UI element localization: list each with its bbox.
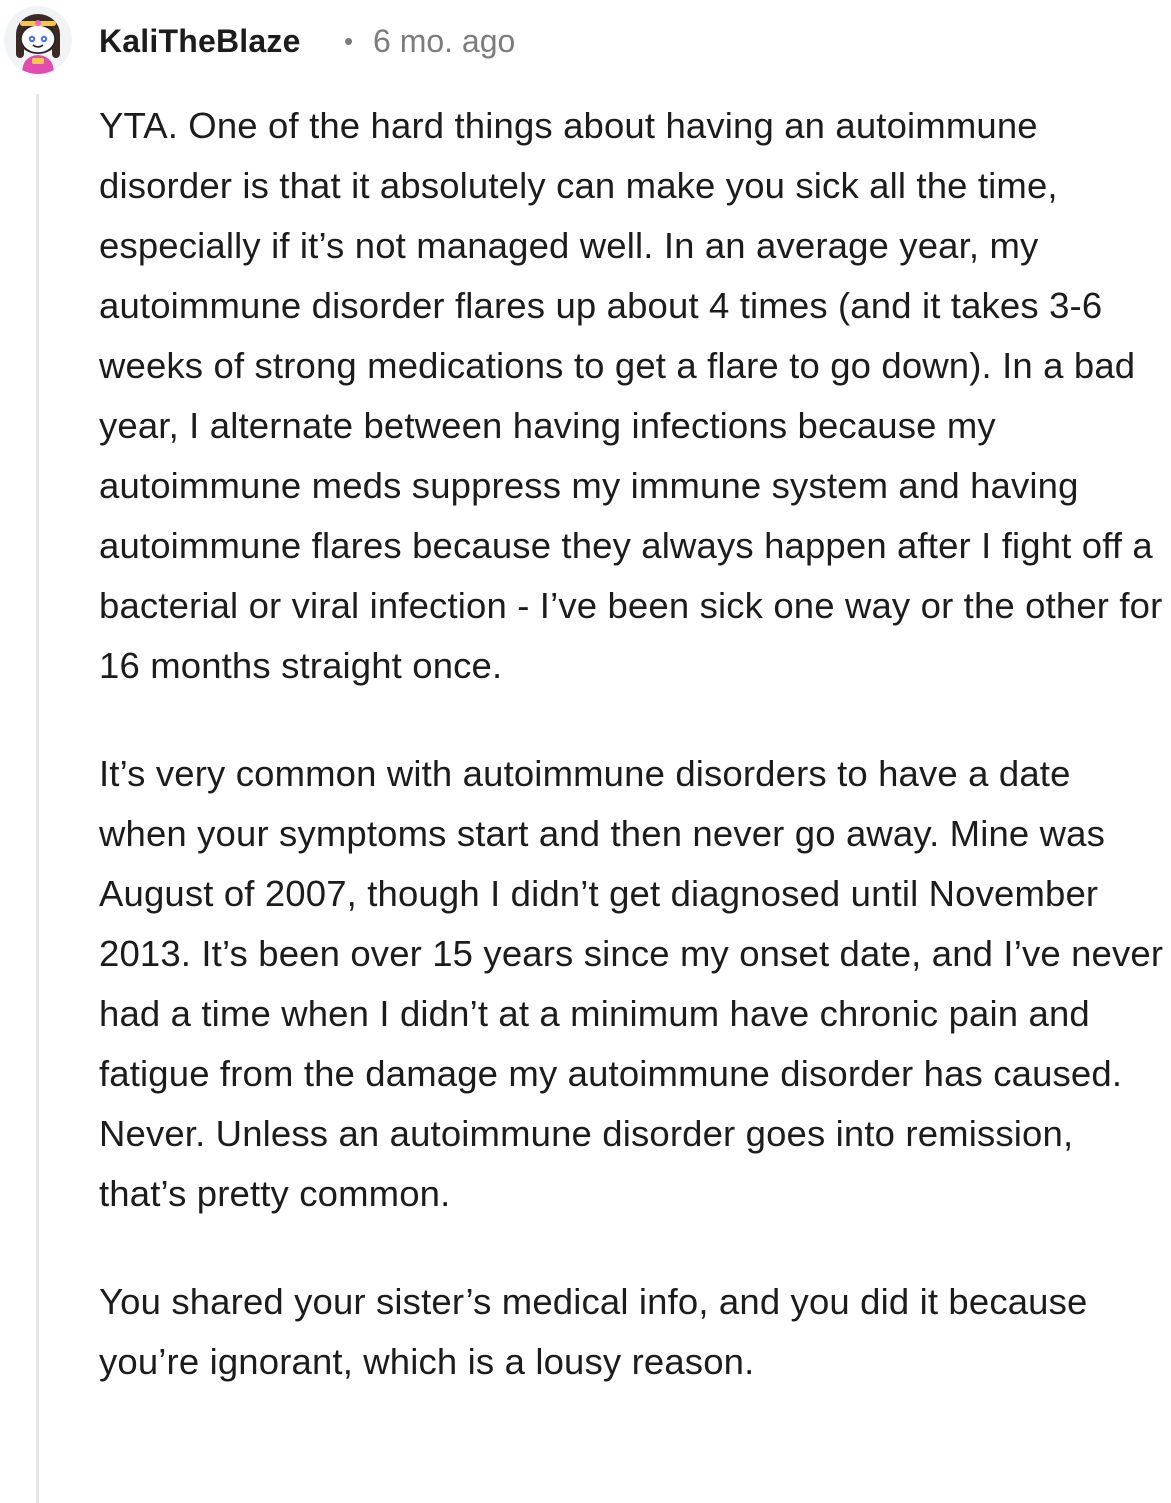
comment-header: [0, 0, 1171, 80]
comment-paragraph: It’s very common with autoimmune disorders to have a date when your symptoms start and then never go away. Mine was August of 2007, though I didn’t get diagnosed until November 2013. It’s been over 15 years since my onset date, and I’ve never had a time when I didn’t at a minimum have chronic pain and fatigue from the damage my autoimmune disorder has caused. Never. Unless an autoimmune disorder goes into remission, that’s pretty common.: [99, 753, 1164, 1214]
comment-paragraph: YTA. One of the hard things about having an autoimmune disorder is that it absolutely can make you sick all the time, especially if it’s not managed well. In an average year, my autoimmune disorder flares up about 4 times (and it takes 3-6 weeks of strong medications to get a flare to go down). In a bad year, I alternate between having infections because my autoimmune meds suppress my immune system and having autoimmune flares because they always happen after I fight off a bacterial or viral infection - I’ve been sick one way or the other for 16 months straight once.: [99, 105, 1163, 686]
user-avatar[interactable]: [4, 6, 72, 74]
comment-body: [99, 96, 1167, 1440]
snoo-avatar-icon: [4, 6, 72, 74]
comment-timestamp[interactable]: 6 mo. ago: [373, 23, 516, 59]
thread-collapse-line[interactable]: [36, 94, 39, 1503]
meta-separator: •: [344, 26, 354, 56]
comment-paragraph: You shared your sister’s medical info, and you did it because you’re ignorant, which is a lousy reason.: [99, 1281, 1088, 1382]
author-username[interactable]: KaliTheBlaze: [99, 23, 301, 59]
